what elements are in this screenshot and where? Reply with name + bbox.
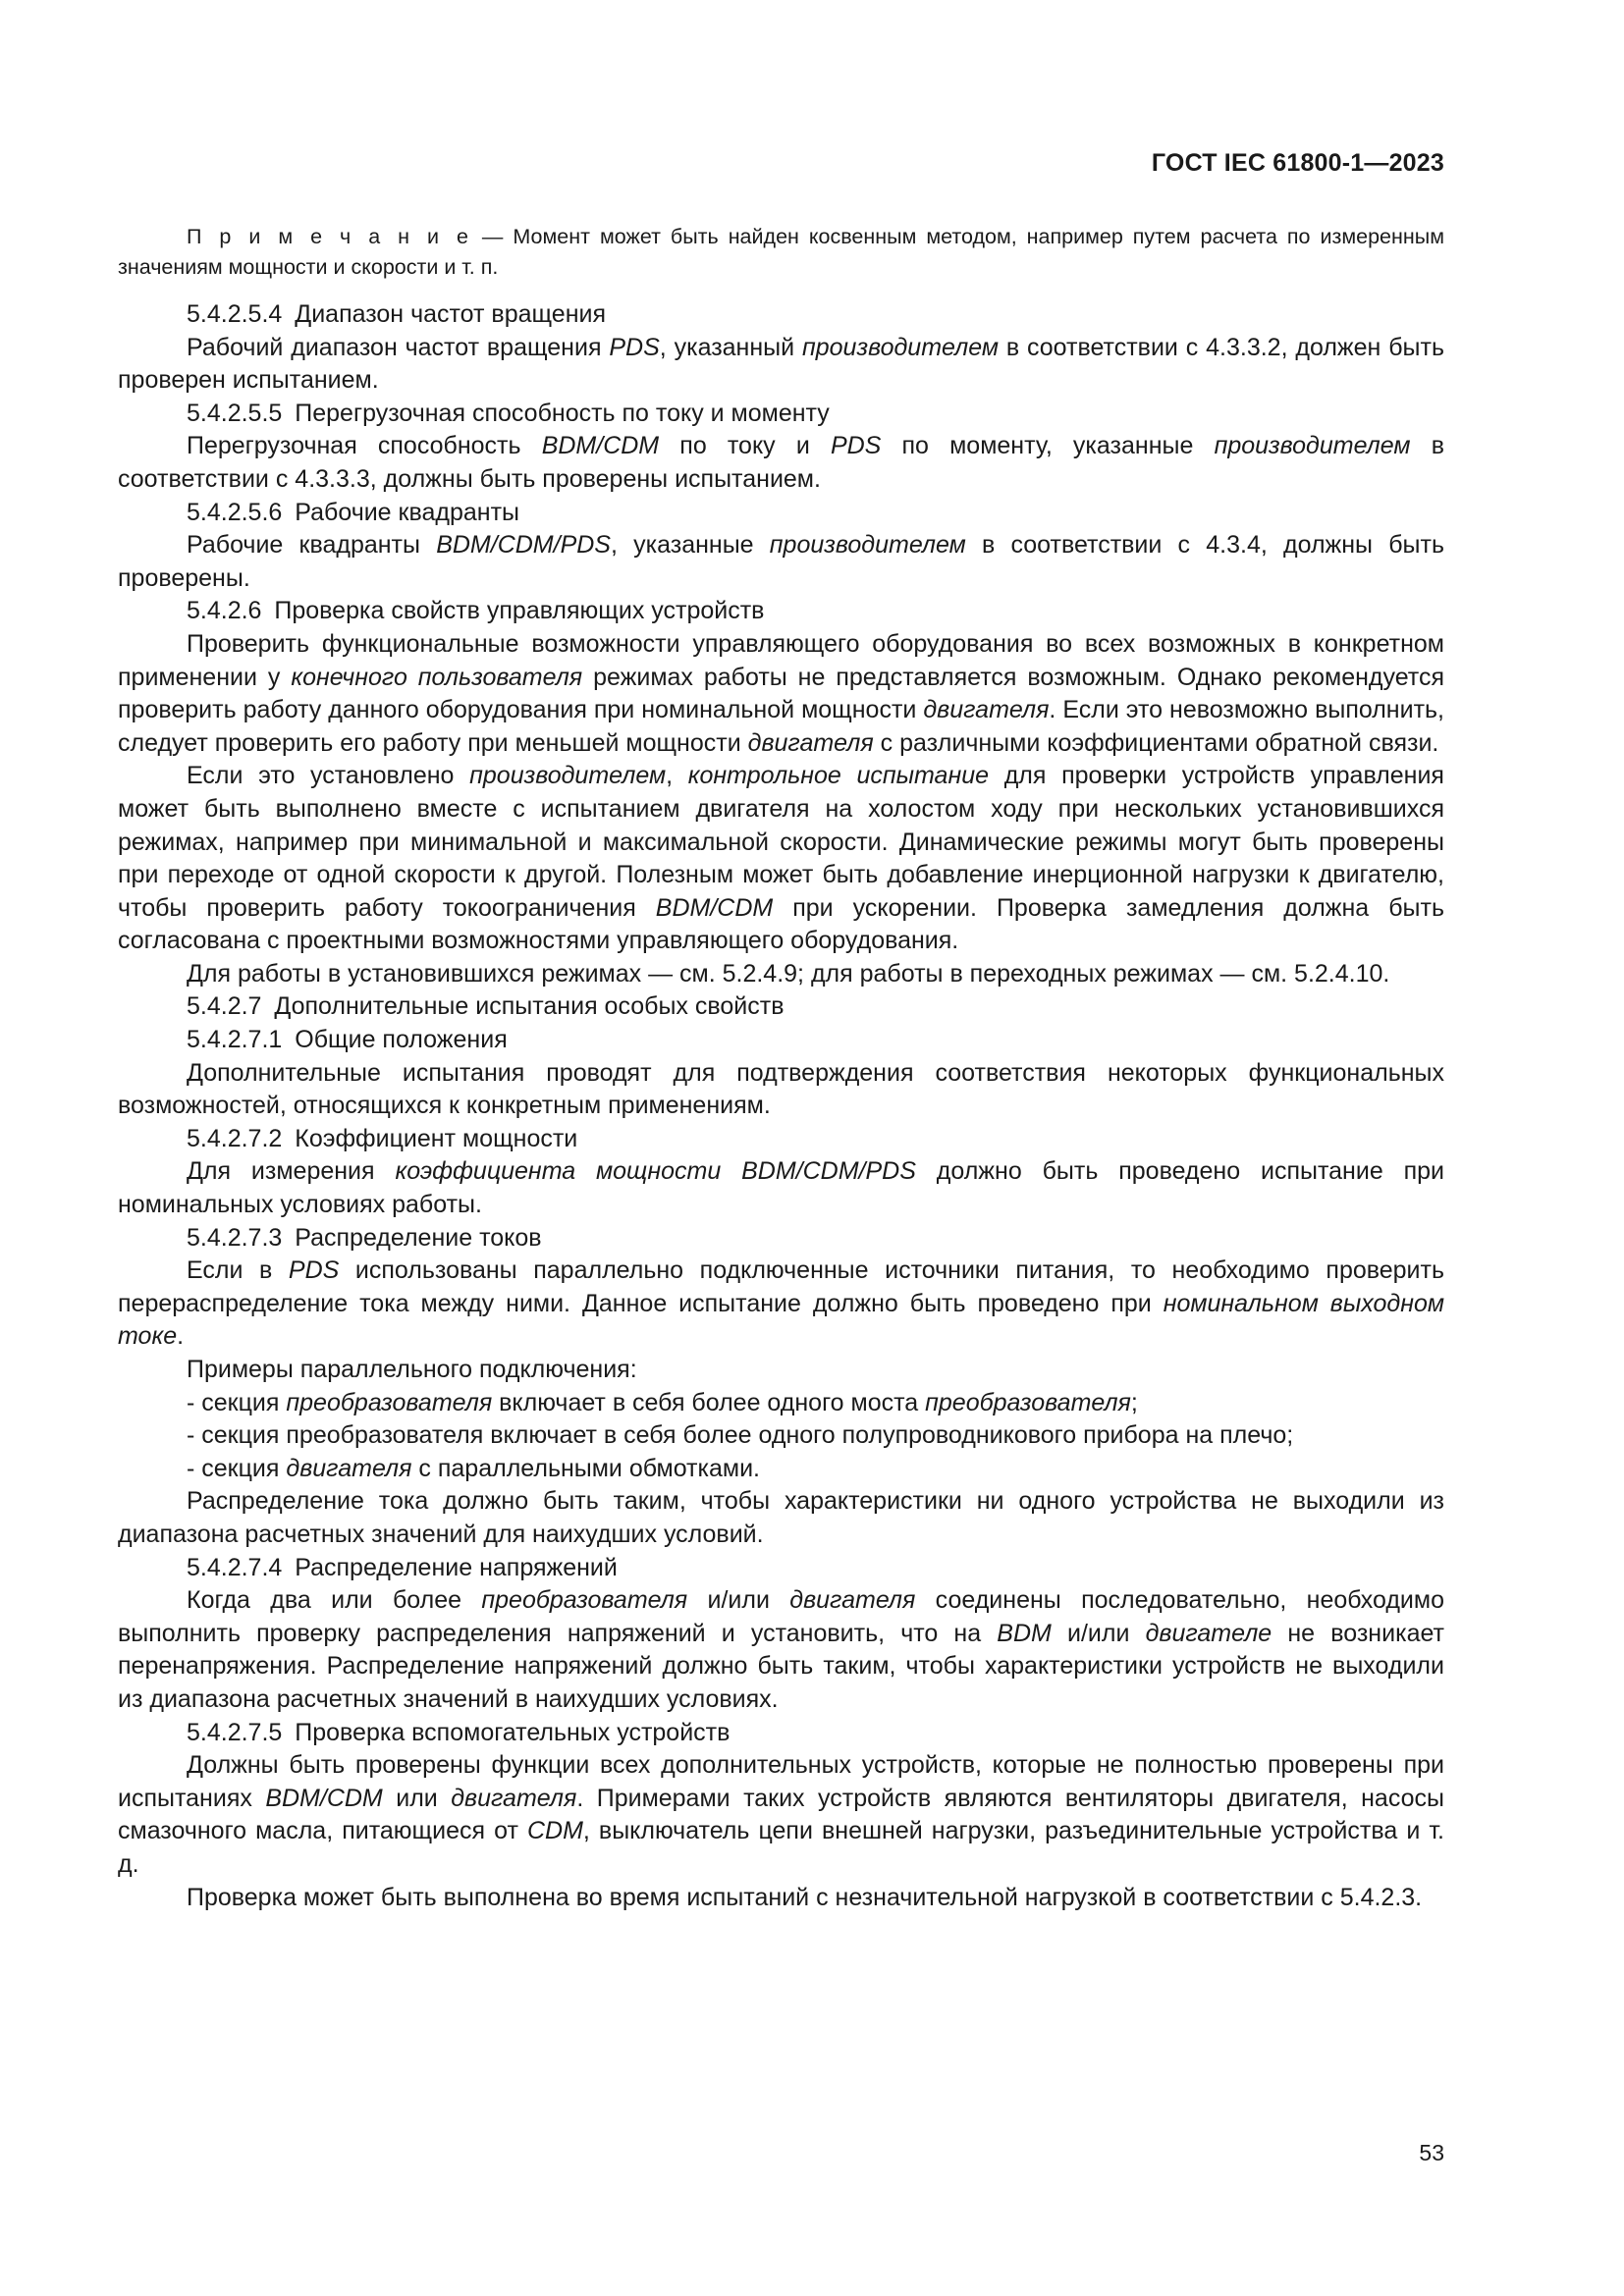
section-number: 5.4.2.6 xyxy=(187,597,262,625)
text-run: или xyxy=(382,1784,452,1812)
paragraph xyxy=(118,1255,1444,1354)
text-run: по моменту, указанные xyxy=(881,432,1215,460)
text-run: - секция xyxy=(187,1454,287,1482)
section-title: Проверка вспомогательных устройств xyxy=(295,1718,731,1746)
text-run: ; xyxy=(1130,1388,1138,1416)
section-number: 5.4.2.7.5 xyxy=(187,1718,283,1746)
paragraph xyxy=(118,760,1444,958)
text-run: - секция xyxy=(187,1388,287,1416)
section-number: 5.4.2.7.3 xyxy=(187,1223,283,1252)
text-run: не возникает перенапряжения. Распределение напряжений должно быть таким, чтобы характеристики устройств не выходили из диапазона расчетных значений в наихудших условиях. xyxy=(118,1619,1444,1713)
text-run: Когда два или более xyxy=(187,1586,482,1615)
italic-term: PDS xyxy=(830,432,882,460)
section-title: Проверка свойств управляющих устройств xyxy=(274,597,765,625)
section-number: 5.4.2.7.2 xyxy=(187,1124,283,1152)
section-number: 5.4.2.5.5 xyxy=(187,399,283,427)
italic-term: двигателя xyxy=(451,1784,577,1812)
paragraph xyxy=(118,1155,1444,1221)
text-run: и/или xyxy=(1051,1619,1146,1647)
section-number: 5.4.2.5.4 xyxy=(187,300,283,328)
text-run: , указанный xyxy=(659,333,802,361)
italic-term: BDM xyxy=(997,1619,1052,1647)
section-heading xyxy=(118,1717,1444,1750)
section-heading xyxy=(118,1222,1444,1255)
italic-term: преобразователя xyxy=(286,1388,493,1416)
text-run: для проверки устройств управления может быть выполнено вместе с испытанием двигателя на холостом ходу при нескольких установившихся режимах, например при минимальной и максимальной скорости. Динамические режимы могут быть проверены при переходе от одной скорости к другой. Полезным может быть добавление инерционной нагрузки к двигателю, чтобы проверить работу токоограничения xyxy=(118,762,1444,922)
list-item xyxy=(118,1453,1444,1486)
page-number: 53 xyxy=(1419,2140,1444,2165)
text-run: . xyxy=(177,1322,185,1351)
italic-term: BDM/CDM xyxy=(541,432,660,460)
text-run: использованы параллельно подключенные источники питания, то необходимо проверить перераспределение тока между ними. Данное испытание должно быть проведено при xyxy=(118,1256,1445,1317)
section-number: 5.4.2.5.6 xyxy=(187,498,283,526)
text-run: Перегрузочная способность xyxy=(187,432,542,460)
section-title: Распределение напряжений xyxy=(295,1553,618,1581)
italic-term: двигателя xyxy=(789,1586,916,1615)
section-title: Диапазон частот вращения xyxy=(295,300,607,328)
italic-term: производителем xyxy=(801,333,999,361)
text-run: . Если это невозможно выполнить, следует проверить его работу при меньшей мощности xyxy=(118,696,1444,757)
section-heading xyxy=(118,398,1444,431)
list-item xyxy=(118,1387,1444,1420)
section-heading xyxy=(118,595,1444,628)
section-number: 5.4.2.7.4 xyxy=(187,1553,283,1581)
italic-term: PDS xyxy=(609,333,660,361)
italic-term: коэффициента мощности BDM/CDM/PDS xyxy=(395,1157,916,1186)
text-run: Должны быть проверены функции всех дополнительных устройств, которые не полностью проверены при испытаниях xyxy=(118,1751,1444,1812)
text-run: Проверить функциональные возможности управляющего оборудования во всех возможных в конкретном применении у xyxy=(118,629,1444,691)
section-number: 5.4.2.7.1 xyxy=(187,1026,283,1054)
text-run: , указанные xyxy=(610,531,770,560)
text-run: в соответствии с 4.3.4, должны быть проверены. xyxy=(118,531,1444,592)
paragraph xyxy=(118,529,1444,595)
note-text: — Момент может быть найден косвенным методом, например путем расчета по измеренным значениям мощности и скорости и т. п. xyxy=(118,225,1444,279)
section-title: Дополнительные испытания особых свойств xyxy=(274,992,785,1021)
document-header: ГОСТ IEC 61800-1—2023 xyxy=(1151,149,1444,177)
section-heading xyxy=(118,1552,1444,1585)
text-run: включает в себя более одного моста xyxy=(492,1388,926,1416)
paragraph xyxy=(118,332,1444,398)
paragraph: Распределение тока должно быть таким, чтобы характеристики ни одного устройства не выходили из диапазона расчетных значений для наихудших условий. xyxy=(118,1487,1444,1548)
text-run: , выключатель цепи внешней нагрузки, разъединительные устройства и т. д. xyxy=(118,1817,1444,1878)
text-run: по току и xyxy=(659,432,831,460)
section-title: Перегрузочная способность по току и моменту xyxy=(295,399,830,427)
text-run: соединены последовательно, необходимо выполнить проверку распределения напряжений и установить, что на xyxy=(118,1586,1444,1647)
section-title: Общие положения xyxy=(295,1026,508,1054)
italic-term: BDM/CDM/PDS xyxy=(436,531,611,560)
italic-term: производителем xyxy=(1214,432,1411,460)
paragraph xyxy=(118,1584,1444,1716)
text-run: Если в xyxy=(187,1256,289,1285)
section-heading xyxy=(118,990,1444,1024)
text-run: Если это установлено xyxy=(187,762,470,790)
italic-term: двигателя xyxy=(286,1454,412,1482)
italic-term: двигателя xyxy=(923,696,1050,724)
paragraph: Проверка может быть выполнена во время испытаний с незначительной нагрузкой в соответствии с 5.4.2.3. xyxy=(187,1883,1423,1911)
text-run: должно быть проведено испытание при номинальных условиях работы. xyxy=(118,1157,1444,1219)
note-label: П р и м е ч а н и е xyxy=(187,225,472,248)
italic-term: конечного пользователя xyxy=(291,663,583,691)
italic-term: BDM/CDM xyxy=(265,1784,383,1812)
text-run: с параллельными обмотками. xyxy=(411,1454,760,1482)
section-number: 5.4.2.7 xyxy=(187,992,262,1021)
text-run: Рабочий диапазон частот вращения xyxy=(187,333,610,361)
text-run: . Примерами таких устройств являются вентиляторы двигателя, насосы смазочного масла, питающиеся от xyxy=(118,1784,1444,1845)
section-title: Рабочие квадранты xyxy=(295,498,519,526)
section-heading xyxy=(118,497,1444,530)
italic-term: производителем xyxy=(469,762,667,790)
document-body xyxy=(118,222,1444,1914)
italic-term: преобразователя xyxy=(925,1388,1131,1416)
italic-term: номинальном выходном токе xyxy=(118,1289,1444,1351)
text-run: в соответствии с 4.3.3.2, должен быть проверен испытанием. xyxy=(118,333,1444,395)
paragraph xyxy=(118,628,1444,760)
paragraph: Дополнительные испытания проводят для подтверждения соответствия некоторых функциональных возможностей, относящихся к конкретным применениям. xyxy=(118,1058,1444,1120)
text-run: Рабочие квадранты xyxy=(187,531,437,560)
italic-term: CDM xyxy=(526,1817,583,1845)
section-title: Коэффициент мощности xyxy=(295,1124,578,1152)
paragraph: Для работы в установившихся режимах — см. 5.2.4.9; для работы в переходных режимах — см. 5.2.4.10. xyxy=(187,959,1390,988)
section-heading xyxy=(118,298,1444,332)
list-item: - секция преобразователя включает в себя более одного полупроводникового прибора на плечо; xyxy=(187,1421,1294,1450)
text-run: при ускорении. Проверка замедления должна быть согласована с проектными возможностями управляющего оборудования. xyxy=(118,893,1444,955)
text-run: режимах работы не представляется возможным. Однако рекомендуется проверить работу данного оборудования при номинальной мощности xyxy=(118,663,1444,724)
italic-term: двигателя xyxy=(747,728,874,757)
text-run: и/или xyxy=(687,1586,790,1615)
paragraph: Примеры параллельного подключения: xyxy=(187,1356,637,1383)
italic-term: преобразователя xyxy=(481,1586,688,1615)
italic-term: PDS xyxy=(288,1256,340,1285)
section-heading xyxy=(118,1024,1444,1057)
text-run: , xyxy=(666,762,688,790)
italic-term: производителем xyxy=(769,531,966,560)
section-heading xyxy=(118,1123,1444,1156)
italic-term: BDM/CDM xyxy=(655,893,774,922)
section-title: Распределение токов xyxy=(295,1223,542,1252)
italic-term: двигателе xyxy=(1145,1619,1272,1647)
paragraph xyxy=(118,430,1444,496)
italic-term: контрольное испытание xyxy=(687,762,990,790)
text-run: Для измерения xyxy=(187,1157,396,1186)
text-run: в соответствии с 4.3.3.3, должны быть проверены испытанием. xyxy=(118,432,1444,493)
paragraph xyxy=(118,1749,1444,1881)
note xyxy=(118,222,1444,283)
text-run: с различными коэффициентами обратной связи. xyxy=(873,728,1439,757)
